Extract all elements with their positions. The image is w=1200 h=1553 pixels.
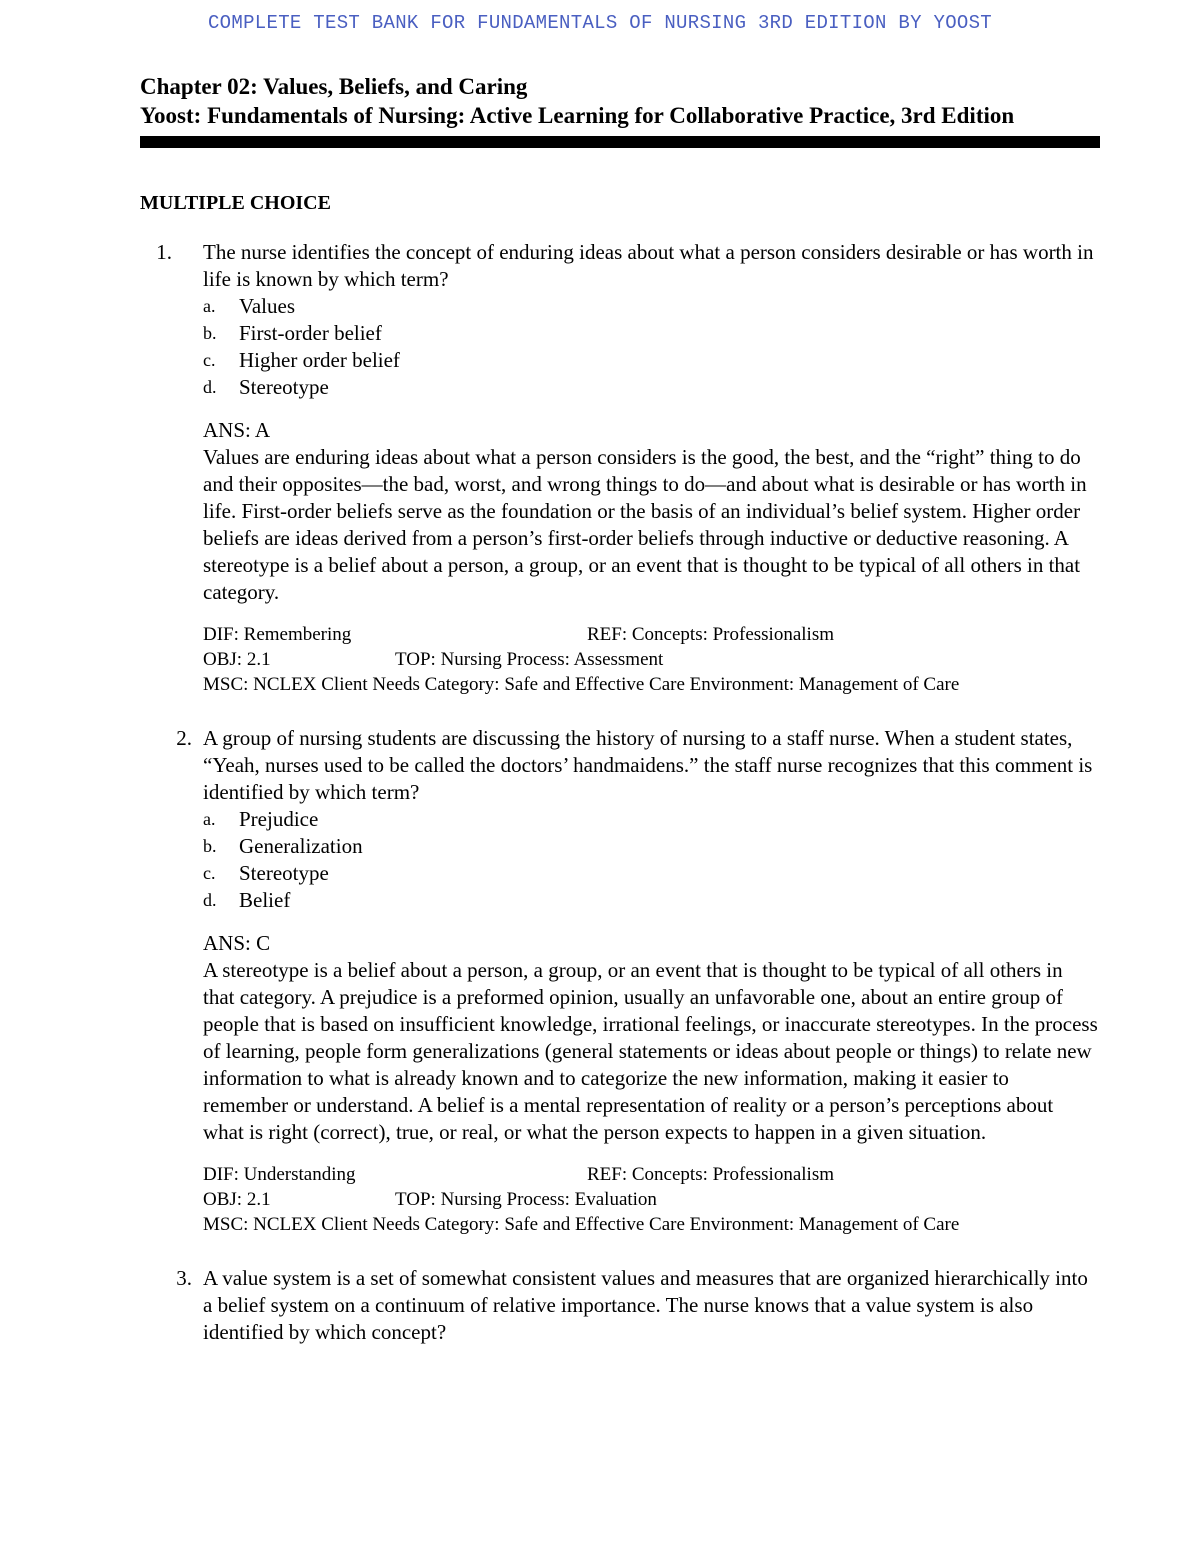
option-text: Belief — [239, 888, 291, 912]
option-text: First-order belief — [239, 321, 382, 345]
option-c — [203, 860, 1098, 887]
option-text: Prejudice — [239, 807, 319, 831]
question-metadata — [203, 1162, 1098, 1237]
book-title: Yoost: Fundamentals of Nursing: Active Learning for Collaborative Practice, 3rd Edition — [140, 103, 1015, 128]
option-a — [203, 293, 1098, 320]
difficulty: DIF: Remembering — [203, 624, 352, 645]
answer-options — [203, 293, 1098, 401]
title-divider — [140, 136, 1100, 148]
option-b — [203, 833, 1098, 860]
option-letter: d. — [203, 377, 217, 397]
option-a — [203, 806, 1098, 833]
question-metadata — [203, 622, 1098, 697]
topic: TOP: Nursing Process: Evaluation — [395, 1189, 657, 1210]
topic: TOP: Nursing Process: Assessment — [395, 649, 664, 670]
reference: REF: Concepts: Professionalism — [587, 1164, 834, 1185]
rationale-text: Values are enduring ideas about what a person considers is the good, the best, and the “right” thing to do and their opposites—the bad, worst, and wrong things to do—and about what is desirable or has worth in life. First-order beliefs serve as the foundation or the basis of an individual’s belief system. Higher order beliefs are ideas derived from a person’s first-order beliefs through inductive or deductive reasoning. A stereotype is a belief about a person, a group, or an event that is thought to be typical of all others in that category. — [203, 445, 1087, 604]
difficulty: DIF: Understanding — [203, 1164, 356, 1185]
question-number: 2. — [176, 726, 192, 750]
question-2 — [140, 725, 1100, 1237]
question-stem: A group of nursing students are discussing the history of nursing to a staff nurse. When a student states, “Yeah, nurses used to be called the doctors’ handmaidens.” the staff nurse recognizes that this comment is identified by which term? — [203, 726, 1093, 804]
section-heading: MULTIPLE CHOICE — [140, 192, 331, 214]
chapter-title: Chapter 02: Values, Beliefs, and Caring — [140, 74, 528, 99]
question-body — [203, 1265, 1098, 1346]
objective: OBJ: 2.1 — [203, 1189, 271, 1210]
document-banner: COMPLETE TEST BANK FOR FUNDAMENTALS OF NURSING 3RD EDITION BY YOOST — [207, 12, 993, 34]
msc-category: MSC: NCLEX Client Needs Category: Safe and Effective Care Environment: Management of Care — [203, 1214, 960, 1235]
question-stem: A value system is a set of somewhat consistent values and measures that are organized hierarchically into a belief system on a continuum of relative importance. The nurse knows that a value system is also identified by which concept? — [203, 1266, 1088, 1344]
objective: OBJ: 2.1 — [203, 649, 271, 670]
option-c — [203, 347, 1098, 374]
option-d — [203, 887, 1098, 914]
answer-options — [203, 806, 1098, 914]
msc-category: MSC: NCLEX Client Needs Category: Safe and Effective Care Environment: Management of Care — [203, 674, 960, 695]
question-body — [203, 725, 1098, 1237]
answer-key: ANS: C — [203, 931, 271, 955]
answer-key: ANS: A — [203, 418, 271, 442]
question-number: 1. — [156, 240, 172, 264]
question-body — [203, 239, 1098, 697]
title-block — [140, 72, 1100, 130]
option-letter: a. — [203, 809, 216, 829]
question-stem: The nurse identifies the concept of enduring ideas about what a person considers desirable or has worth in life is known by which term? — [203, 240, 1094, 291]
option-b — [203, 320, 1098, 347]
option-text: Higher order belief — [239, 348, 400, 372]
option-text: Generalization — [239, 834, 363, 858]
option-text: Stereotype — [239, 375, 329, 399]
option-letter: d. — [203, 890, 217, 910]
option-letter: c. — [203, 863, 216, 883]
option-letter: c. — [203, 350, 216, 370]
reference: REF: Concepts: Professionalism — [587, 624, 834, 645]
option-letter: a. — [203, 296, 216, 316]
option-text: Values — [239, 294, 295, 318]
option-letter: b. — [203, 323, 217, 343]
rationale-text: A stereotype is a belief about a person, a group, or an event that is thought to be typical of all others in that category. A prejudice is a preformed opinion, usually an unfavorable one, about an entire group of people that is based on insufficient knowledge, irrational feelings, or inaccurate stereotypes. In the process of learning, people form generalizations (general statements or ideas about people or things) to relate new information to what is already known and to categorize the new information, making it easier to remember or understand. A belief is a mental representation of reality or a person’s perceptions about what is right (correct), true, or real, or what the person expects to happen in a given situation. — [203, 958, 1098, 1144]
document-page — [140, 72, 1100, 1346]
option-letter: b. — [203, 836, 217, 856]
question-1 — [140, 239, 1100, 697]
question-3 — [140, 1265, 1100, 1346]
option-d — [203, 374, 1098, 401]
option-text: Stereotype — [239, 861, 329, 885]
question-number: 3. — [176, 1266, 192, 1290]
